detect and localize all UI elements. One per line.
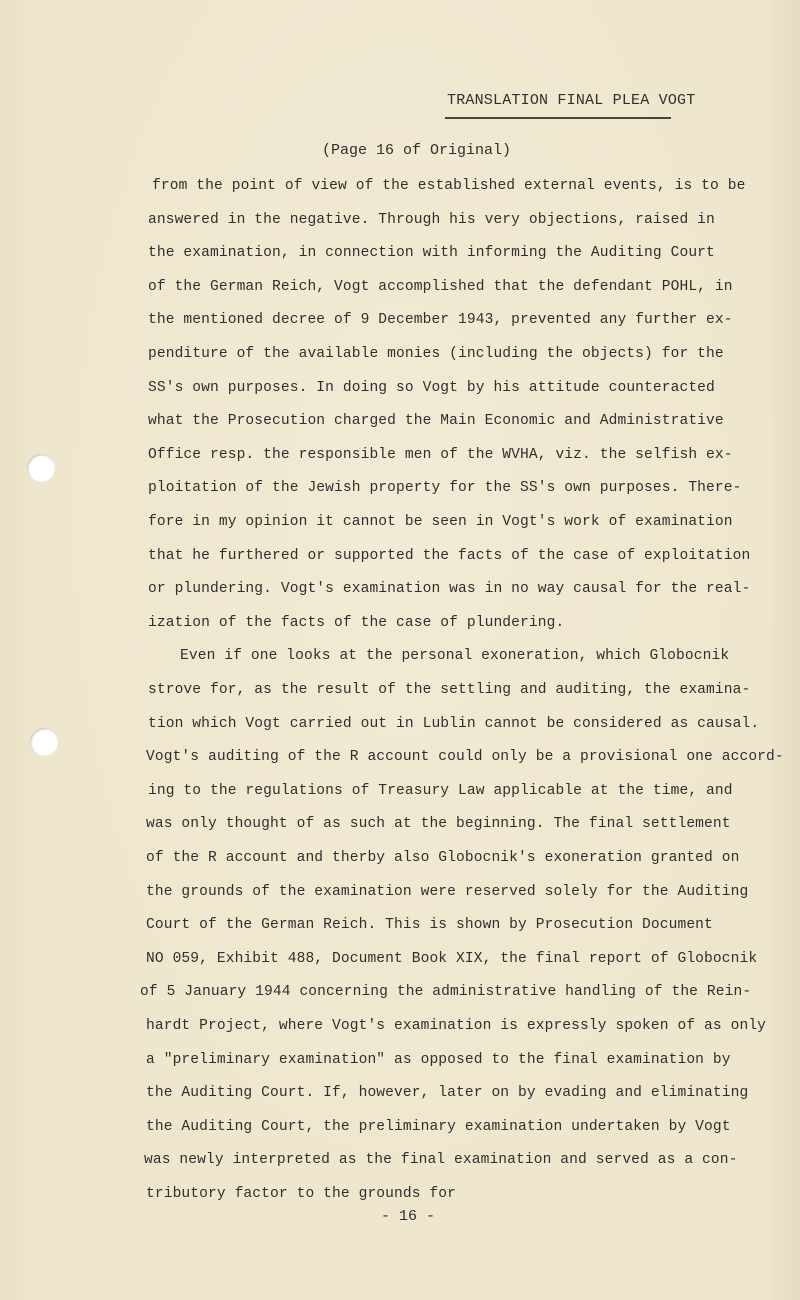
body-line: tributory factor to the grounds for [146,1186,457,1202]
body-line: of 5 January 1944 concerning the administrative handling of the Rein- [140,984,752,1001]
body-line: was only thought of as such at the beginning. The final settlement [146,816,731,833]
original-page-reference: (Page 16 of Original) [322,142,512,159]
body-line: penditure of the available monies (including the objects) for the [148,346,724,362]
page-number: - 16 - [381,1208,436,1225]
body-line: SS's own purposes. In doing so Vogt by his attitude counteracted [148,379,715,396]
document-header-title: TRANSLATION FINAL PLEA VOGT [447,92,696,109]
body-line: strove for, as the result of the settling and auditing, the examina- [148,682,751,698]
body-line: tion which Vogt carried out in Lublin cannot be considered as causal. [148,715,760,732]
body-line: Vogt's auditing of the R account could only be a provisional one accord- [146,749,784,766]
body-line: ing to the regulations of Treasury Law applicable at the time, and [148,782,733,799]
body-line: of the R account and therby also Globocnik's exoneration granted on [146,850,740,866]
body-line: the Auditing Court, the preliminary examination undertaken by Vogt [146,1118,731,1135]
body-line: a "preliminary examination" as opposed to the final examination by [146,1051,731,1068]
body-line: Court of the German Reich. This is shown by Prosecution Document [146,917,713,934]
body-line: was newly interpreted as the final examination and served as a con- [144,1152,738,1169]
body-line: fore in my opinion it cannot be seen in Vogt's work of examination [148,514,733,530]
body-line: answered in the negative. Through his very objections, raised in [148,211,715,228]
body-line: the examination, in connection with informing the Auditing Court [148,245,715,262]
punch-hole-lower [30,728,58,756]
body-line: Even if one looks at the personal exoneration, which Globocnik [180,648,730,665]
body-line: ploitation of the Jewish property for the SS's own purposes. There- [148,480,742,497]
body-line: that he furthered or supported the facts of the case of exploitation [148,547,751,564]
body-line: Office resp. the responsible men of the WVHA, viz. the selfish ex- [148,446,733,463]
body-line: hardt Project, where Vogt's examination is expressly spoken of as only [146,1018,767,1034]
body-line: from the point of view of the established external events, is to be [152,178,746,194]
body-line: the mentioned decree of 9 December 1943, prevented any further ex- [148,312,733,329]
body-line: ization of the facts of the case of plundering. [148,614,565,631]
body-line: of the German Reich, Vogt accomplished that the defendant POHL, in [148,278,733,295]
body-line: NO 059, Exhibit 488, Document Book XIX, the final report of Globocnik [146,950,758,967]
body-line: the Auditing Court. If, however, later on by evading and eliminating [146,1085,749,1102]
punch-hole-upper [27,454,55,482]
header-underline [445,117,671,119]
body-line: what the Prosecution charged the Main Economic and Administrative [148,413,724,430]
body-line: the grounds of the examination were reserved solely for the Auditing [146,883,749,900]
body-line: or plundering. Vogt's examination was in no way causal for the real- [148,581,751,598]
